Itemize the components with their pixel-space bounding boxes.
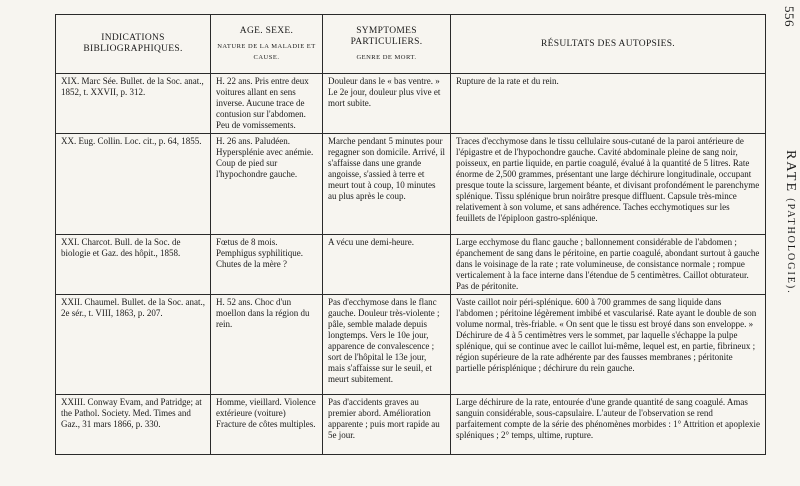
cell-biblio: XX. Eug. Collin. Loc. cit., p. 64, 1855. [56, 134, 211, 235]
cell-autopsie: Traces d'ecchymose dans le tissu cellulaire sous-cutané de la paroi antérieure de l'épigastre et de l'hypochondre gauche. Cavité abdominale pleine de sang noir, poisseux, en partie liquide, en partie coagulé, évalué à la quantité de 5 litres. Rate énorme de 2,500 grammes, présentant une large déchirure longitudinale, occupant presque toute la scissure, largement béante, et divisant profondément le parenchyme splénique. Tissu splénique brun noirâtre presque diffluent. Capsule très-mince relativement à son volume, et sans adhérence. Taches ecchymotiques sur les feuillets de l'épiploon gastro-splénique. [451, 134, 766, 235]
cell-autopsie: Large déchirure de la rate, entourée d'une grande quantité de sang coagulé. Amas sanguin considérable, sous-capsulaire. L'auteur de l'observation se rend parfaitement compte de la série des phénomènes morbides : 1° Attrition et apoplexie spléniques ; 2° temps, ultime, rupture. [451, 395, 766, 455]
cell-biblio: XXIII. Conway Evam, and Patridge; at the Pathol. Society. Med. Times and Gaz., 31 mars 1866, p. 330. [56, 395, 211, 455]
table-row [56, 74, 766, 134]
header-biblio: INDICATIONS BIBLIOGRAPHIQUES. [56, 15, 211, 74]
cell-age: Fœtus de 8 mois. Pemphigus syphilitique. Chutes de la mère ? [211, 235, 323, 295]
cell-symptomes: Marche pendant 5 minutes pour regagner son domicile. Arrivé, il s'affaisse dans une grande angoisse, s'assied à terre et meurt tout à coup, 10 minutes au plus après le coup. [323, 134, 451, 235]
header-age: AGE. SEXE. NATURE DE LA MALADIE ET CAUSE. [211, 15, 323, 74]
cell-age: H. 22 ans. Pris entre deux voitures allant en sens inverse. Aucune trace de contusion sur l'abdomen. Peu de vomissements. [211, 74, 323, 134]
cell-autopsie: Vaste caillot noir péri-splénique. 600 à 700 grammes de sang liquide dans l'abdomen ; péritoine légèrement imbibé et vascularisé. Rate ayant le double de son volume normal, très-friable. « On sent que le tissu est broyé dans son enveloppe. » Déchirure de 4 à 5 centimètres vers le sommet, par laquelle s'échappe la pulpe splénique, qui se continue avec le caillot lui-même, lequel est, en partie, fibrineux ; région supérieure de la rate adhérente par des fausses membranes ; péritonite partielle périsplénique ; déchirure du rein gauche. [451, 295, 766, 395]
cell-biblio: XIX. Marc Sée. Bullet. de la Soc. anat., 1852, t. XXVII, p. 312. [56, 74, 211, 134]
cell-age: H. 52 ans. Choc d'un moellon dans la région du rein. [211, 295, 323, 395]
header-symptomes: SYMPTOMES PARTICULIERS. GENRE DE MORT. [323, 15, 451, 74]
table-row [56, 295, 766, 395]
page-number: 556 [782, 6, 797, 27]
header-autopsie: RÉSULTATS DES AUTOPSIES. [451, 15, 766, 74]
cell-age: Homme, vieillard. Violence extérieure (voiture) Fracture de côtes multiples. [211, 395, 323, 455]
table-row [56, 395, 766, 455]
cell-biblio: XXII. Chaumel. Bullet. de la Soc. anat., 2e sér., t. VIII, 1863, p. 207. [56, 295, 211, 395]
cell-age: H. 26 ans. Paludéen. Hypersplénie avec anémie. Coup de pied sur l'hypochondre gauche. [211, 134, 323, 235]
table-row [56, 235, 766, 295]
cell-symptomes: Pas d'accidents graves au premier abord. Amélioration apparente ; puis mort rapide au 5e jour. [323, 395, 451, 455]
running-head-title: RATE [783, 150, 798, 193]
autopsy-table [55, 14, 766, 455]
running-head-subtitle: (PATHOLOGIE). [785, 198, 796, 295]
table-header-row [56, 15, 766, 74]
cell-autopsie: Rupture de la rate et du rein. [451, 74, 766, 134]
cell-symptomes: A vécu une demi-heure. [323, 235, 451, 295]
cell-symptomes: Pas d'ecchymose dans le flanc gauche. Douleur très-violente ; pâle, semble malade depuis longtemps. Vers le 10e jour, apparence de convalescence ; sort de l'hôpital le 13e jour, mais s'affaisse sur le seuil, et meurt subitement. [323, 295, 451, 395]
running-head [782, 150, 798, 295]
cell-biblio: XXI. Charcot. Bull. de la Soc. de biologie et Gaz. des hôpit., 1858. [56, 235, 211, 295]
cell-symptomes: Douleur dans le « bas ventre. » Le 2e jour, douleur plus vive et mort subite. [323, 74, 451, 134]
table-row [56, 134, 766, 235]
cell-autopsie: Large ecchymose du flanc gauche ; ballonnement considérable de l'abdomen ; épanchement de sang dans le péritoine, en partie coagulé, abondant surtout à gauche dans le voisinage de la rate ; rate volumineuse, de consistance normale ; rompue verticalement à la face interne dans l'étendue de 5 centimètres. Caillot obturateur. Pas de péritonite. [451, 235, 766, 295]
